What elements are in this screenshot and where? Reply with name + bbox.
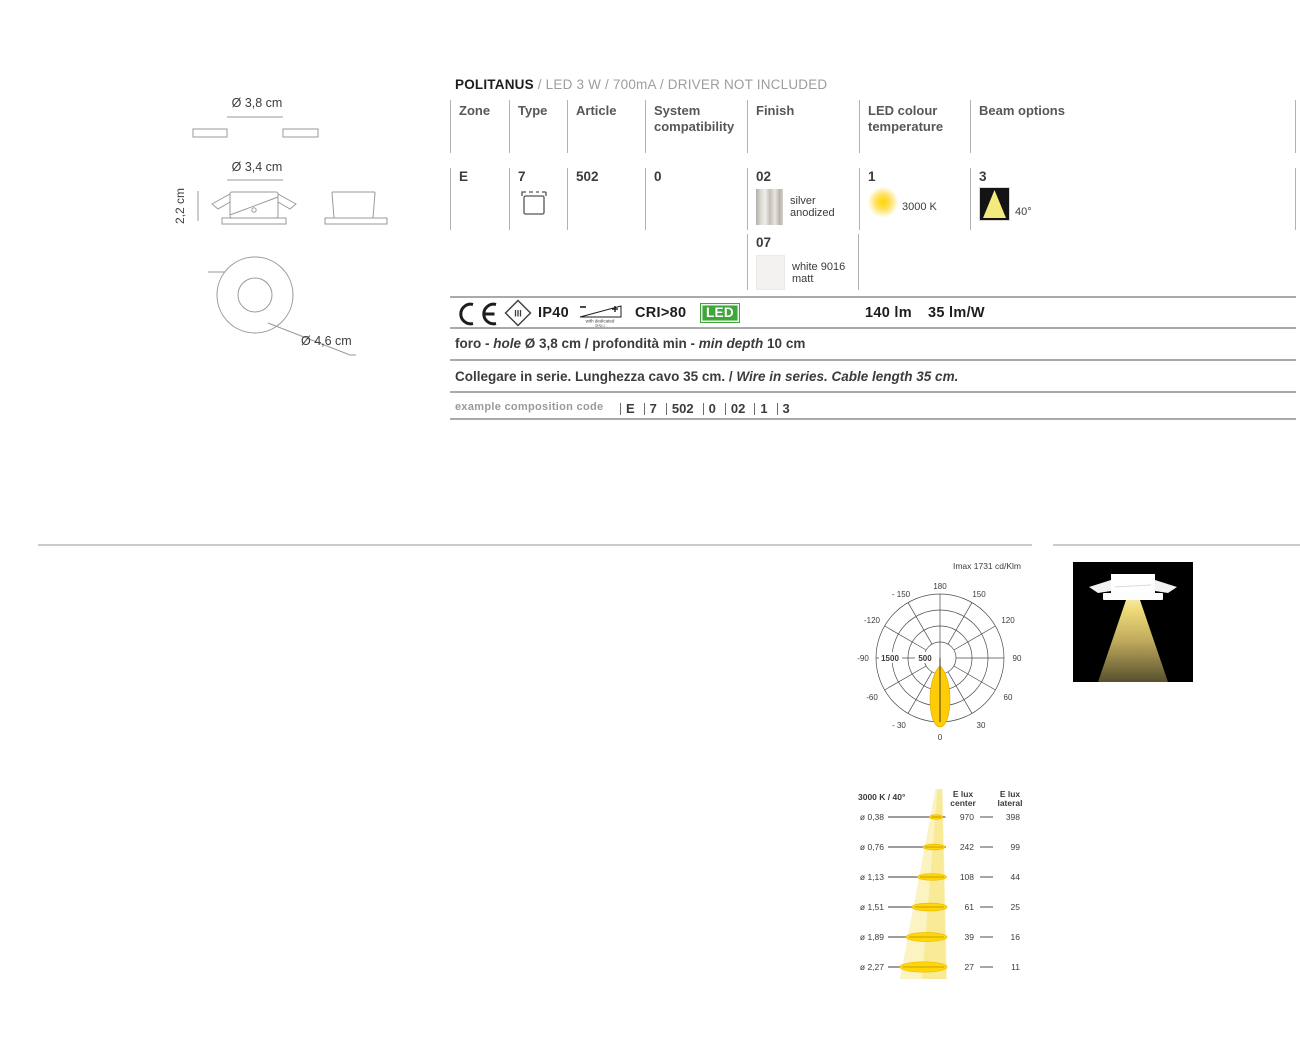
ring-label-1500: 1500: [881, 654, 899, 663]
fixture-flange: [1103, 593, 1163, 600]
article-code: 502: [576, 169, 599, 184]
hole-text-1: foro -: [455, 336, 494, 351]
silver-swatch: [756, 189, 783, 225]
psu-caption-2: PSU: [595, 323, 605, 328]
cell-beam: [970, 168, 1296, 230]
col-center-l2: center: [950, 798, 976, 808]
comp-code-article: 502: [666, 403, 694, 415]
spring-clip-right: [278, 194, 296, 209]
comp-code-system: 0: [703, 403, 716, 415]
lux-center: 108: [959, 872, 974, 882]
product-subtitle: / LED 3 W / 700mA / DRIVER NOT INCLUDED: [533, 77, 828, 92]
lux-center: 61: [964, 902, 974, 912]
angle-90: 90: [1012, 654, 1022, 663]
angle-120: 120: [1001, 616, 1015, 625]
col-header-led: LED colour temperature: [859, 100, 970, 153]
angle-m90: -90: [857, 654, 869, 663]
col-center-l1: E lux: [952, 789, 974, 799]
angle-150: 150: [972, 590, 986, 599]
hole-text-5: 10 cm: [763, 336, 806, 351]
dedicated-psu-icon: [578, 301, 628, 328]
illuminance-cone-diagram: [848, 786, 1030, 982]
cone-diameter: ø 1,13: [859, 872, 884, 882]
cone-column-headers: [950, 789, 1022, 808]
dimension-drawings: [170, 85, 400, 375]
side-view-body: [230, 192, 278, 218]
finish-02-label-1: silver: [790, 194, 816, 207]
zone-code: E: [459, 169, 469, 184]
top-view-flange-right: [283, 129, 318, 137]
angle-60: 60: [1003, 693, 1013, 702]
cone-diameter: ø 1,51: [859, 902, 884, 912]
type-code: 7: [518, 169, 526, 184]
ip-rating: IP40: [538, 305, 570, 321]
led-temperature: 3000 K: [902, 201, 937, 214]
imax-label: Imax 1731 cd/Klm: [952, 561, 1021, 571]
warm-white-glow-icon: [868, 187, 898, 217]
cri-value: CRI>80: [635, 305, 687, 321]
finish-07-label-2: matt: [792, 273, 814, 286]
cone-diameter: ø 2,27: [859, 962, 884, 972]
cell-type: [509, 168, 567, 230]
cell-finish-02: [747, 168, 859, 230]
comp-code-zone: E: [620, 403, 635, 415]
angle-m60: -60: [866, 693, 878, 702]
spring-clip-left: [212, 194, 230, 209]
product-title-row: [455, 77, 827, 92]
beam-40deg-icon: [979, 187, 1010, 221]
composition-code-row: [450, 391, 1296, 420]
finish-02-code: 02: [756, 169, 772, 184]
lux-lateral: 44: [1010, 872, 1020, 882]
side-view-flange: [222, 218, 286, 224]
angle-m120: -120: [863, 616, 881, 625]
hole-text-3: Ø 3,8 cm / profondità min -: [521, 336, 699, 351]
product-photo: [1073, 562, 1193, 682]
product-name: POLITANUS: [455, 77, 534, 92]
certification-row: [450, 296, 1296, 327]
recessed-fixture-icon: [518, 187, 548, 219]
col-header-type: Type: [509, 100, 567, 153]
class-iii-icon: [504, 299, 532, 327]
lux-lateral: 11: [1011, 962, 1020, 972]
section-divider-right: [1053, 544, 1300, 546]
dim-front-diameter-label: Ø 4,6 cm: [301, 334, 352, 348]
cell-system: [645, 168, 747, 230]
col-header-finish: Finish: [747, 100, 859, 153]
spec-rows: [450, 296, 1296, 420]
finish-02-label-2: anodized: [790, 207, 835, 220]
fixture-body: [1111, 574, 1155, 594]
ce-mark-icon: [454, 302, 498, 326]
composition-codes: [620, 400, 799, 418]
cone-diameter: ø 0,76: [859, 842, 884, 852]
led-badge: LED: [700, 303, 740, 323]
hole-text-4: min depth: [698, 336, 764, 351]
beam-code: 3: [979, 169, 987, 184]
finish-07-code: 07: [756, 235, 772, 250]
lux-center: 242: [959, 842, 974, 852]
comp-code-beam: 3: [777, 403, 790, 415]
lux-lateral: 25: [1010, 902, 1020, 912]
col-header-article: Article: [567, 100, 645, 153]
lux-lateral: 99: [1010, 842, 1020, 852]
luminous-efficacy: 35 lm/W: [928, 305, 985, 321]
system-code: 0: [654, 169, 662, 184]
top-view-flange-left: [193, 129, 227, 137]
lux-lateral: 16: [1010, 932, 1020, 942]
wiring-row: [450, 359, 1296, 391]
cone-title: 3000 K / 40°: [858, 792, 906, 802]
angle-180: 180: [933, 582, 947, 591]
comp-code-type: 7: [644, 403, 657, 415]
comp-code-finish: 02: [725, 403, 745, 415]
class-iii-text: III: [514, 308, 522, 319]
photo-illustration: [1073, 562, 1193, 682]
led-code: 1: [868, 169, 876, 184]
lux-lateral: 398: [1005, 812, 1020, 822]
finish-07-label-1: white 9016: [792, 260, 846, 273]
polar-intensity-diagram: [853, 556, 1028, 746]
side-view2-body: [332, 192, 375, 218]
cell-zone: [450, 168, 509, 230]
psu-caption-1: with dedicated: [585, 318, 615, 324]
cone-diameter: ø 1,89: [859, 932, 884, 942]
comp-code-led: 1: [754, 403, 767, 415]
front-view-inner-circle: [238, 278, 272, 312]
dim-height-label: 2,2 cm: [173, 187, 187, 225]
lux-center: 970: [959, 812, 974, 822]
white-swatch: [756, 255, 785, 290]
lux-center: 39: [964, 932, 974, 942]
beam-angle: 40°: [1015, 206, 1032, 219]
angle-m150: - 150: [891, 590, 911, 599]
composition-label: example composition code: [455, 401, 604, 413]
angle-30: 30: [976, 721, 986, 730]
cell-led-colour: [859, 168, 970, 230]
col-header-beam: Beam options: [970, 100, 1296, 153]
col-header-system: System compatibility: [645, 100, 747, 153]
dim-body-diameter-label: Ø 3,4 cm: [231, 160, 283, 174]
cell-article: [567, 168, 645, 230]
hole-text-2: hole: [493, 336, 522, 351]
col-header-zone: Zone: [450, 100, 509, 153]
hole-depth-row: [450, 327, 1296, 359]
section-divider-left: [38, 544, 1032, 546]
side-view2-flange: [325, 218, 387, 224]
lumen-output: 140 lm: [865, 305, 912, 321]
wiring-text-it: Collegare in serie. Lunghezza cavo 35 cm. /: [455, 369, 737, 384]
ring-label-500: 500: [918, 654, 932, 663]
lux-center: 27: [964, 962, 974, 972]
dim-top-diameter-label: Ø 3,8 cm: [231, 96, 283, 110]
cone-diameter: ø 0,38: [859, 812, 884, 822]
angle-0: 0: [937, 733, 943, 742]
angle-m30: - 30: [892, 721, 906, 730]
col-lateral-l1: E lux: [999, 789, 1021, 799]
cell-finish-07: [747, 234, 859, 290]
col-lateral-l2: lateral: [997, 798, 1023, 808]
wiring-text-en: Wire in series. Cable length 35 cm.: [736, 369, 959, 384]
